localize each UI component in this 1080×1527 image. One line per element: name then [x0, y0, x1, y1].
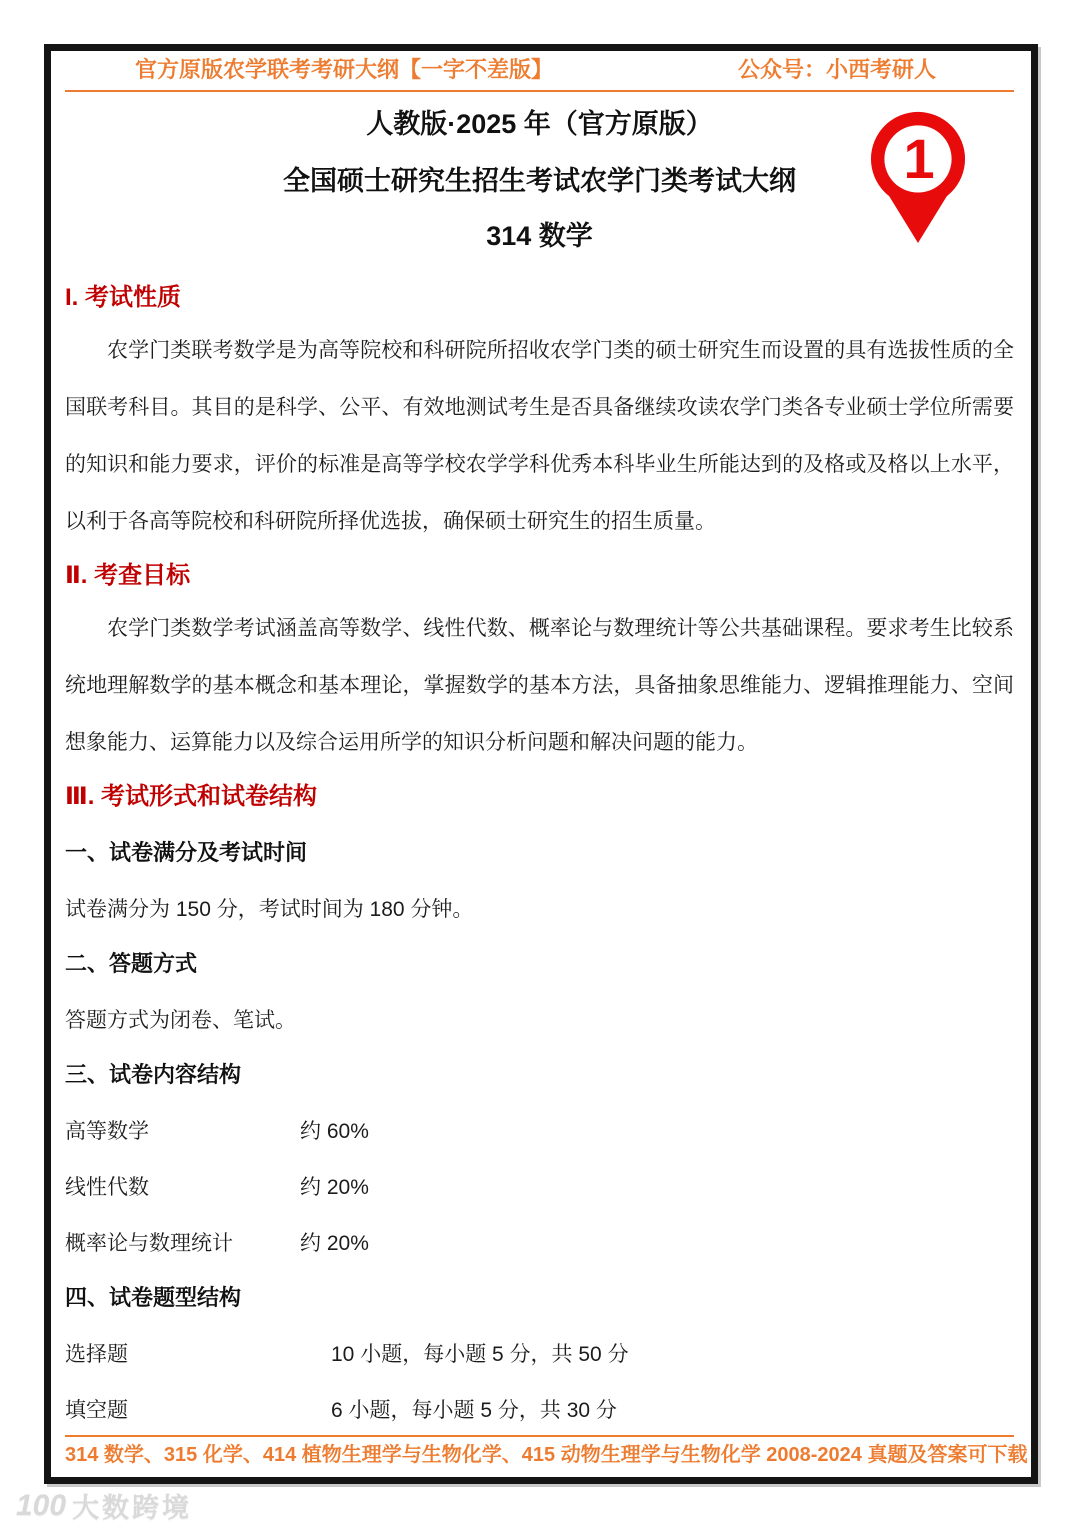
row-value: 10 小题，每小题 5 分，共 50 分 — [331, 1343, 629, 1366]
section-2-heading: Ⅱ. 考查目标 — [65, 562, 191, 589]
section-2-paragraph: 农学门类数学考试涵盖高等数学、线性代数、概率论与数理统计等公共基础课程。要求考生比较系统地理解数学的基本概念和基本理论，掌握数学的基本方法，具备抽象思维能力、逻辑推理能力、空间想象能力、运算能力以及综合运用所学的知识分析问题和解决问题的能力。 — [65, 617, 1014, 754]
title-line-subject: 314 数学 — [486, 221, 593, 251]
section-1-paragraph: 农学门类联考数学是为高等院校和科研院所招收农学门类的硕士研究生而设置的具有选拔性质的全国联考科目。其目的是科学、公平、有效地测试考生是否具备继续攻读农学门类各专业硕士学位所需要的知识和能力要求，评价的标准是高等学校农学学科优秀本科毕业生所能达到的及格或及格以上水平，以利于各高等院校和科研院所择优选拔，确保硕士研究生的招生质量。 — [65, 339, 1014, 533]
row-label: 线性代数 — [65, 1176, 149, 1199]
question-type-table — [65, 1340, 1014, 1425]
subsection-1-text: 试卷满分为 150 分，考试时间为 180 分钟。 — [65, 898, 474, 921]
location-pin-badge — [862, 110, 974, 246]
footer-note: 314 数学、315 化学、414 植物生理学与生物化学、415 动物生理学与生物化学 2008-2024 真题及答案可下载 — [65, 1444, 1028, 1466]
row-value: 约 20% — [300, 1176, 369, 1199]
row-label: 高等数学 — [65, 1120, 149, 1143]
pin-number: 1 — [903, 127, 935, 190]
content-structure-table — [65, 1117, 1014, 1258]
subsection-4-heading: 四、试卷题型结构 — [65, 1285, 242, 1310]
row-value: 约 60% — [300, 1120, 369, 1143]
section-1-heading: I. 考试性质 — [65, 284, 182, 311]
header-divider — [65, 90, 1014, 92]
footer-divider — [65, 1435, 1014, 1437]
subsection-3-heading: 三、试卷内容结构 — [65, 1062, 242, 1087]
section-3-heading: Ⅲ. 考试形式和试卷结构 — [65, 783, 318, 810]
header-left-label: 官方原版农学联考考研大纲【一字不差版】 — [135, 57, 554, 82]
title-line-edition: 人教版·2025 年（官方原版） — [366, 109, 713, 139]
row-label: 填空题 — [65, 1399, 128, 1422]
watermark — [16, 1486, 192, 1525]
subsection-2-text: 答题方式为闭卷、笔试。 — [65, 1009, 296, 1032]
table-row — [65, 1396, 1014, 1425]
table-row — [65, 1229, 1014, 1258]
page-border-frame — [44, 44, 1038, 1484]
row-label: 选择题 — [65, 1343, 128, 1366]
row-label: 概率论与数理统计 — [65, 1232, 233, 1255]
watermark-text: 大数跨境 — [72, 1493, 193, 1523]
header-right-label: 公众号：小西考研人 — [737, 57, 936, 82]
table-row — [65, 1173, 1014, 1202]
table-row — [65, 1117, 1014, 1146]
pin-icon — [862, 110, 974, 246]
row-value: 6 小题，每小题 5 分，共 30 分 — [331, 1399, 617, 1422]
title-line-exam-name: 全国硕士研究生招生考试农学门类考试大纲 — [283, 166, 796, 196]
page-header — [65, 57, 1014, 83]
row-value: 约 20% — [300, 1232, 369, 1255]
subsection-2-heading: 二、答题方式 — [65, 951, 198, 976]
watermark-logo-icon: 100 — [16, 1488, 67, 1522]
table-row — [65, 1340, 1014, 1369]
subsection-1-heading: 一、试卷满分及考试时间 — [65, 840, 308, 865]
